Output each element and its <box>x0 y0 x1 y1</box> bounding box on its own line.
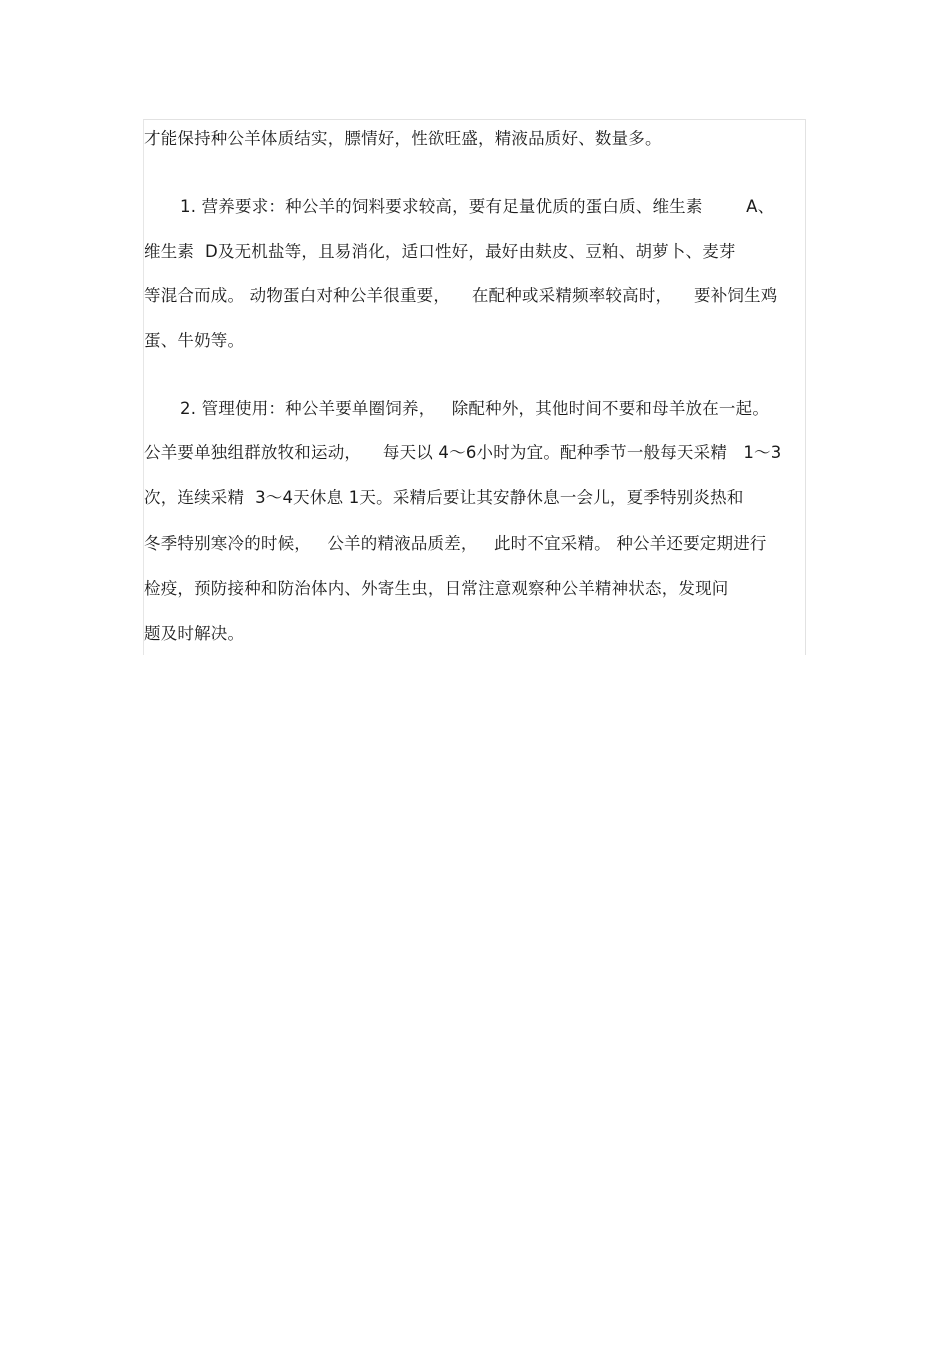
paragraph-2-line-6: 题及时解决。 <box>144 624 245 643</box>
paragraph-2-line-5: 检疫，预防接种和防治体内、外寄生虫，日常注意观察种公羊精神状态，发现问 <box>144 579 729 598</box>
paragraph-2-line-3: 次，连续采精 3～4天休息 1天。采精后要让其安静休息一会儿，夏季特别炎热和 <box>144 488 744 507</box>
paragraph-1-line-2: 维生素 D及无机盐等，且易消化，适口性好，最好由麸皮、豆粕、胡萝卜、麦芽 <box>144 242 736 261</box>
paragraph-1-line-1: 1. 营养要求：种公羊的饲料要求较高，要有足量优质的蛋白质、维生素 A、 <box>180 197 775 216</box>
paragraph-2-line-1: 2. 管理使用：种公羊要单圈饲养， 除配种外，其他时间不要和母羊放在一起。 <box>180 399 770 418</box>
text-line-1: 才能保持种公羊体质结实，膘情好，性欲旺盛，精液品质好、数量多。 <box>144 129 662 148</box>
paragraph-1-line-4: 蛋、牛奶等。 <box>144 331 245 350</box>
paragraph-1-line-3: 等混合而成。 动物蛋白对种公羊很重要， 在配种或采精频率较高时， 要补饲生鸡 <box>144 286 778 305</box>
paragraph-2-line-2: 公羊要单独组群放牧和运动， 每天以 4～6小时为宜。配种季节一般每天采精 1～3 <box>144 443 782 462</box>
paragraph-2-line-4: 冬季特别寒冷的时候， 公羊的精液品质差， 此时不宜采精。 种公羊还要定期进行 <box>144 534 767 553</box>
